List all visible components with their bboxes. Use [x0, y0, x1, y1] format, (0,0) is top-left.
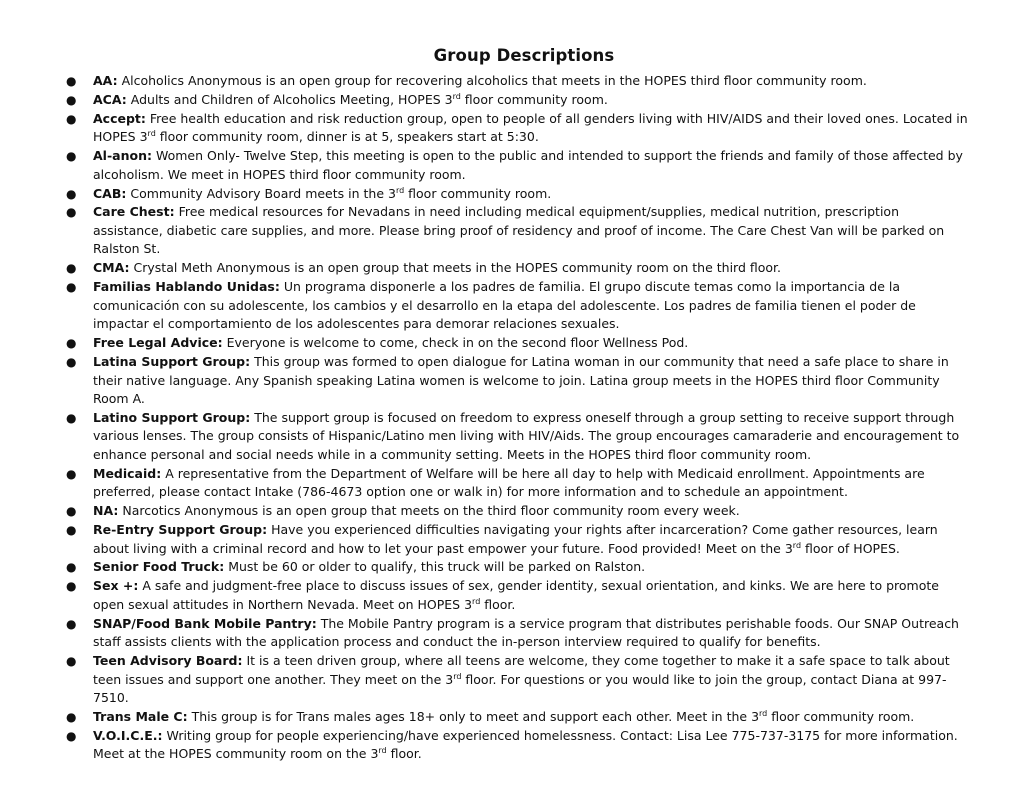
list-item	[66, 409, 971, 465]
bullet-icon: ●	[66, 504, 77, 519]
list-item	[66, 521, 971, 558]
bullet-icon: ●	[66, 410, 77, 425]
list-item	[66, 334, 971, 353]
bullet-icon: ●	[66, 560, 77, 575]
bullet-icon: ●	[66, 654, 77, 669]
list-item	[66, 185, 971, 204]
list-item	[66, 502, 971, 521]
group-description: Women Only- Twelve Step, this meeting is open to the public and intended to support the friends and family of those affected by alcoholism. We meet in HOPES third floor community room.	[93, 148, 963, 182]
group-name: NA:	[93, 503, 119, 519]
group-name: CMA:	[93, 260, 130, 276]
group-name: Re-Entry Support Group:	[93, 522, 268, 538]
group-description: This group was formed to open dialogue for Latina woman in our community that need a safe place to share in their native language. Any Spanish speaking Latina women is welcome to join. Latina group meets in the HOPES third floor Community Room A.	[93, 354, 949, 407]
bullet-icon: ●	[66, 111, 77, 126]
group-name: Care Chest:	[93, 204, 175, 220]
group-description: A safe and judgment-free place to discuss issues of sex, gender identity, sexual orientation, and kinks. We are here to promote open sexual attitudes in Northern Nevada. Meet on HOPES 3rd floor.	[93, 578, 939, 612]
list-item	[66, 110, 971, 147]
bullet-icon: ●	[66, 149, 77, 164]
list-item	[66, 708, 971, 727]
bullet-icon: ●	[66, 616, 77, 631]
group-name: Teen Advisory Board:	[93, 653, 243, 669]
list-item	[66, 615, 971, 652]
bullet-icon: ●	[66, 74, 77, 88]
list-item	[66, 203, 971, 259]
bullet-icon: ●	[66, 186, 77, 201]
group-name: Medicaid:	[93, 465, 162, 481]
list-item	[66, 147, 971, 184]
group-name: SNAP/Food Bank Mobile Pantry:	[93, 615, 317, 631]
group-description: Adults and Children of Alcoholics Meeting, HOPES 3rd floor community room.	[130, 91, 608, 107]
group-description: Free medical resources for Nevadans in need including medical equipment/supplies, medical nutrition, prescription assistance, diabetic care supplies, and more. Please bring proof of residency and proof of income. The Care Chest Van will be parked on Ralston St.	[93, 204, 945, 257]
bullet-icon: ●	[66, 92, 77, 107]
list-item	[66, 465, 971, 502]
bullet-icon: ●	[66, 466, 77, 481]
group-name: Familias Hablando Unidas:	[93, 279, 280, 295]
group-name: Latina Support Group:	[93, 354, 251, 370]
group-description: Un programa disponerle a los padres de familia. El grupo discute temas como la importancia de la comunicación con su adolescente, los cambios y el desarrollo en la etapa del adolescente. Los padres de familia tienen el poder de impactar el comportamiento de los adolescentes para demorar relaciones sexuales.	[93, 279, 916, 332]
group-description: Have you experienced difficulties navigating your rights after incarceration? Come gather resources, learn about living with a criminal record and how to let your past empower your future. Food provided! Meet on the 3rd floor of HOPES.	[93, 522, 938, 556]
group-description: Writing group for people experiencing/have experienced homelessness. Contact: Lisa Lee 775-737-3175 for more information. Meet at the HOPES community room on the 3rd floor.	[93, 727, 958, 762]
group-name: Free Legal Advice:	[93, 335, 223, 351]
bullet-icon: ●	[66, 355, 77, 370]
group-description: This group is for Trans males ages 18+ only to meet and support each other. Meet in the 3rd floor community room.	[191, 708, 915, 725]
list-item	[66, 91, 971, 110]
list-item	[66, 558, 971, 577]
page-title: Group Descriptions	[433, 46, 615, 65]
group-name: Al-anon:	[93, 148, 152, 164]
bullet-icon: ●	[66, 261, 77, 276]
list-item	[66, 278, 971, 334]
group-name: Latino Support Group:	[93, 409, 251, 425]
group-description: A representative from the Department of Welfare will be here all day to help with Medicaid enrollment. Appointments are preferred, please contact Intake (786-4673 option one or walk in) for more information and to schedule an appointment.	[93, 465, 925, 500]
bullet-icon: ●	[66, 728, 77, 743]
group-description: The support group is focused on freedom to express oneself through a group setting to receive support through various lenses. The group consists of Hispanic/Latino men living with HIV/Aids. The group encourages camaraderie and encouragement to enhance personal and social needs while in a community setting. Meets in the HOPES third floor community room.	[93, 409, 960, 462]
group-description: Community Advisory Board meets in the 3rd floor community room.	[130, 185, 552, 201]
list-item	[66, 353, 971, 409]
group-description: The Mobile Pantry program is a service program that distributes perishable foods. Our SNAP Outreach staff assists clients with the application process and conduct the in-person interview required to qualify for benefits.	[93, 615, 959, 650]
group-name: ACA:	[93, 91, 127, 107]
group-name: Accept:	[93, 110, 146, 126]
group-name: CAB:	[93, 185, 127, 201]
list-item	[66, 727, 971, 764]
list-item	[66, 259, 971, 278]
group-description: Free health education and risk reduction group, open to people of all genders living with HIV/AIDS and their loved ones. Located in HOPES 3rd floor community room, dinner is at 5, speakers start at 5:30.	[93, 110, 968, 145]
group-name: AA:	[93, 73, 118, 88]
group-name: Sex +:	[93, 578, 139, 594]
bullet-icon: ●	[66, 205, 77, 220]
group-description: Everyone is welcome to come, check in on the second floor Wellness Pod.	[226, 335, 689, 351]
group-description: Narcotics Anonymous is an open group that meets on the third floor community room every week.	[122, 503, 740, 519]
bullet-icon: ●	[66, 280, 77, 295]
group-description: It is a teen driven group, where all teens are welcome, they come together to make it a safe space to talk about teen issues and support one another. They meet on the 3rd floor. For questions or you would like to join the group, contact Diana at 997-7510.	[93, 653, 950, 706]
group-description-list	[66, 72, 971, 764]
bullet-icon: ●	[66, 579, 77, 594]
group-name: Trans Male C:	[93, 709, 188, 725]
list-item	[66, 72, 971, 91]
group-description: Alcoholics Anonymous is an open group for recovering alcoholics that meets in the HOPES third floor community room.	[121, 73, 867, 88]
group-description: Must be 60 or older to qualify, this truck will be parked on Ralston.	[228, 559, 646, 575]
group-name: Senior Food Truck:	[93, 559, 225, 575]
bullet-icon: ●	[66, 336, 77, 351]
group-description: Crystal Meth Anonymous is an open group that meets in the HOPES community room on the third floor.	[133, 260, 782, 276]
list-item	[66, 652, 971, 708]
bullet-icon: ●	[66, 710, 77, 725]
list-item	[66, 577, 971, 614]
bullet-icon: ●	[66, 523, 77, 538]
group-name: V.O.I.C.E.:	[93, 727, 163, 743]
